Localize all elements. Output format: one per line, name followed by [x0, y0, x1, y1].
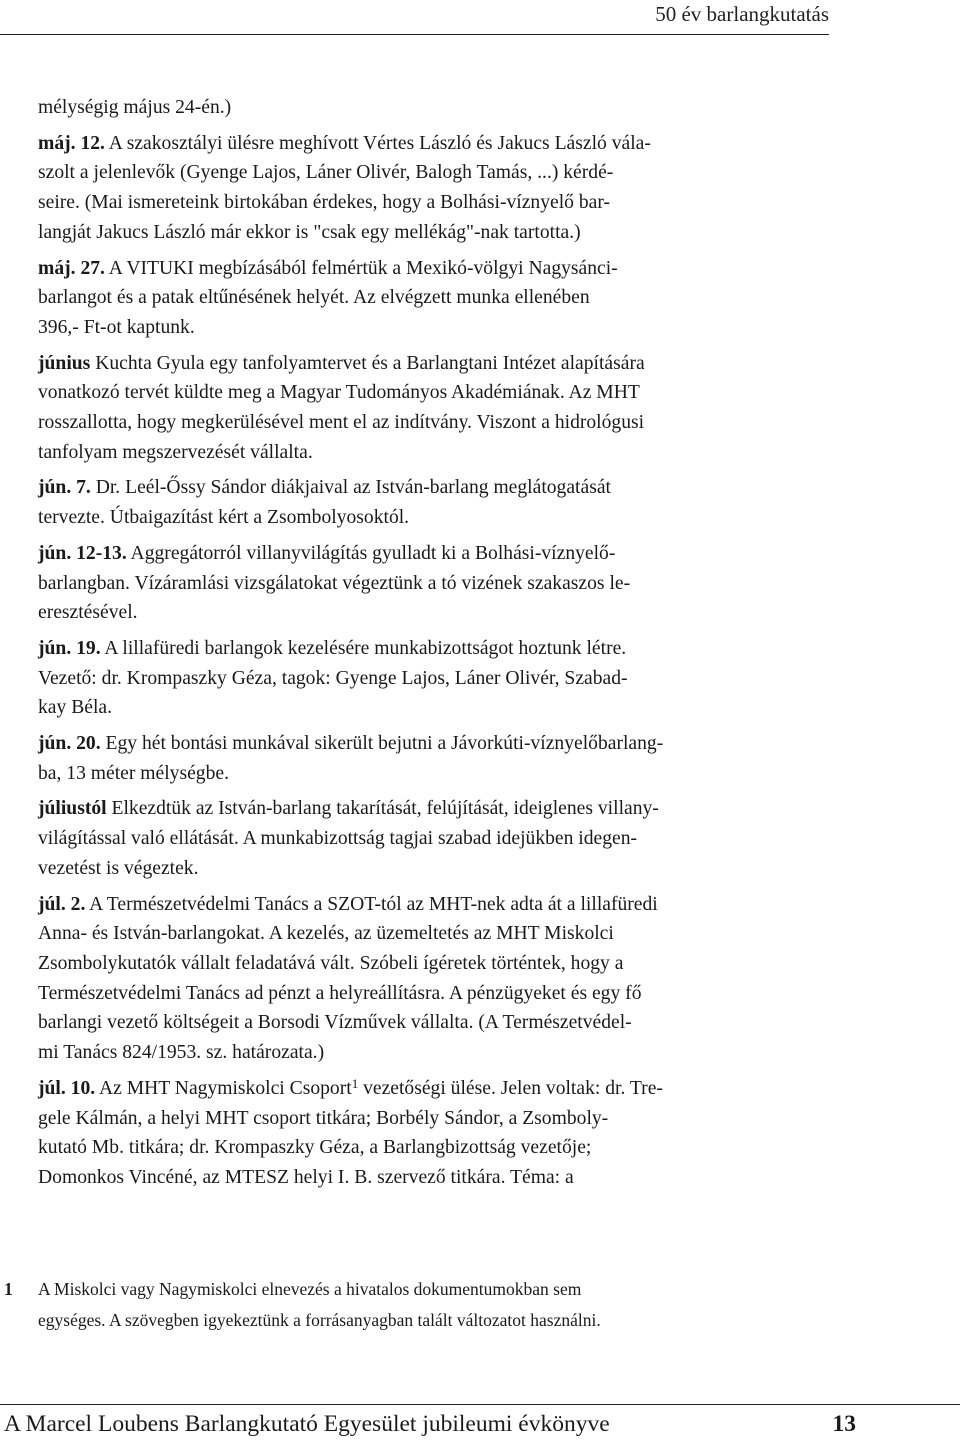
entry-juliustol	[38, 794, 828, 883]
entry-text: kay Béla.	[38, 697, 112, 719]
footnote-mark: 1	[4, 1279, 13, 1299]
running-footer: A Marcel Loubens Barlangkutató Egyesület jubileumi évkönyve	[4, 1411, 610, 1437]
entry-text: Az MHT Nagymiskolci Csoport	[95, 1077, 352, 1099]
entry-date: jún. 20.	[38, 733, 101, 755]
entry-jun-19	[38, 634, 828, 723]
entry-jun-7	[38, 473, 828, 532]
entry-text: Természetvédelmi Tanács ad pénzt a helyreállításra. A pénzügyeket és egy fő	[38, 982, 642, 1004]
entry-text: A lillafüredi barlangok kezelésére munkabizottságot hoztunk létre.	[100, 637, 627, 659]
entry-text: Vezető: dr. Krompaszky Géza, tagok: Gyenge Lajos, Láner Olivér, Szabad-	[38, 667, 628, 689]
entry-text: ba, 13 méter mélységbe.	[38, 762, 229, 784]
entry-text: rosszallotta, hogy megkerülésével ment el az indítvány. Viszont a hidrológusi	[38, 412, 645, 434]
entry-text: tervezte. Útbaigazítást kért a Zsombolyosoktól.	[38, 507, 410, 529]
entry-text: barlangban. Vízáramlási vizsgálatokat végeztünk a tó vizének szakaszos le-	[38, 572, 631, 594]
entry-text: Kuchta Gyula egy tanfolyamtervet és a Barlangtani Intézet alapítására	[90, 352, 645, 374]
footnote-reference: 1	[351, 1075, 359, 1091]
entry-text: barlangot és a patak eltűnésének helyét. Az elvégzett munka ellenében	[38, 287, 590, 309]
entry-text: kutató Mb. titkára; dr. Krompaszky Géza, a Barlangbizottság vezetője;	[38, 1137, 592, 1159]
entry-text: mélységig május 24-én.)	[38, 97, 232, 118]
entry-text: langját Jakucs László már ekkor is "csak egy mellékág"-nak tartotta.)	[38, 221, 581, 243]
entry-text: eresztésével.	[38, 602, 138, 624]
running-header: 50 év barlangkutatás	[655, 2, 829, 26]
entry-text: barlangi vezető költségeit a Borsodi Vízművek vállalta. (A Természetvédel-	[38, 1012, 632, 1034]
page-number: 13	[832, 1411, 856, 1437]
entry-text: A VITUKI megbízásából felmértük a Mexikó-völgyi Nagysánci-	[104, 257, 618, 279]
entry-date: máj. 12.	[38, 132, 105, 154]
entry-date: júl. 10.	[38, 1077, 96, 1099]
entry-maj-12	[38, 129, 828, 248]
entry-text: Dr. Leél-Őssy Sándor diákjaival az István-barlang meglátogatását	[90, 477, 611, 499]
footnote	[4, 1274, 804, 1335]
entry-text: világítással való ellátását. A munkabizottság tagjai szabad idejükben idegen-	[38, 828, 638, 850]
entry-date: jún. 19.	[38, 637, 101, 659]
entry-jul-10	[38, 1074, 828, 1193]
entry-text: Elkezdtük az István-barlang takarítását, felújítását, ideiglenes villany-	[106, 798, 659, 820]
entry-date: júliustól	[38, 798, 107, 820]
entry-date: júl. 2.	[38, 893, 86, 915]
entry-text: Aggregátorról villanyvilágítás gyulladt ki a Bolhási-víznyelő-	[126, 542, 616, 564]
entry-text: Zsombolykutatók vállalt feladatává vált. Szóbeli ígéretek történtek, hogy a	[38, 952, 624, 974]
entry-text: vezetést is végeztek.	[38, 857, 199, 879]
entry-text: 396,- Ft-ot kaptunk.	[38, 316, 195, 338]
footnote-text: A Miskolci vagy Nagymiskolci elnevezés a hivatalos dokumentumokban sem	[38, 1279, 582, 1299]
entry-text: A szakosztályi ülésre meghívott Vértes László és Jakucs László vála-	[104, 132, 651, 154]
entry-text: szolt a jelenlevők (Gyenge Lajos, Láner Olivér, Balogh Tamás, ...) kérdé-	[38, 162, 614, 184]
footnote-text: egységes. A szövegben igyekeztünk a forrásanyagban talált változatot használni.	[38, 1309, 601, 1330]
entry-date: június	[38, 352, 91, 374]
entry-junius	[38, 349, 828, 468]
entry-date: jún. 12-13.	[38, 542, 127, 564]
entry-jul-2	[38, 890, 828, 1068]
chronology-body	[38, 93, 828, 1199]
entry-text: seire. (Mai ismereteink birtokában érdekes, hogy a Bolhási-víznyelő bar-	[38, 192, 610, 214]
header-divider	[0, 34, 829, 35]
entry-text: Domonkos Vincéné, az MTESZ helyi I. B. szervező titkára. Téma: a	[38, 1166, 574, 1188]
entry-date: máj. 27.	[38, 257, 105, 279]
entry-text: gele Kálmán, a helyi MHT csoport titkára; Borbély Sándor, a Zsomboly-	[38, 1107, 609, 1129]
entry-continuation	[38, 93, 828, 123]
entry-text: Anna- és István-barlangokat. A kezelés, az üzemeltetés az MHT Miskolci	[38, 923, 614, 945]
entry-date: jún. 7.	[38, 477, 91, 499]
entry-text: A Természetvédelmi Tanács a SZOT-tól az MHT-nek adta át a lillafüredi	[85, 893, 658, 915]
entry-text: Egy hét bontási munkával sikerült bejutni a Jávorkúti-víznyelőbarlang-	[100, 733, 664, 755]
entry-text: vonatkozó tervét küldte meg a Magyar Tudományos Akadémiának. Az MHT	[38, 382, 640, 404]
entry-text: tanfolyam megszervezését vállalta.	[38, 441, 313, 463]
entry-text: mi Tanács 824/1953. sz. határozata.)	[38, 1042, 325, 1064]
entry-jun-12-13	[38, 539, 828, 628]
footer-divider	[0, 1404, 960, 1405]
entry-jun-20	[38, 729, 828, 788]
entry-text: vezetőségi ülése. Jelen voltak: dr. Tre-	[363, 1077, 663, 1099]
entry-maj-27	[38, 254, 828, 343]
